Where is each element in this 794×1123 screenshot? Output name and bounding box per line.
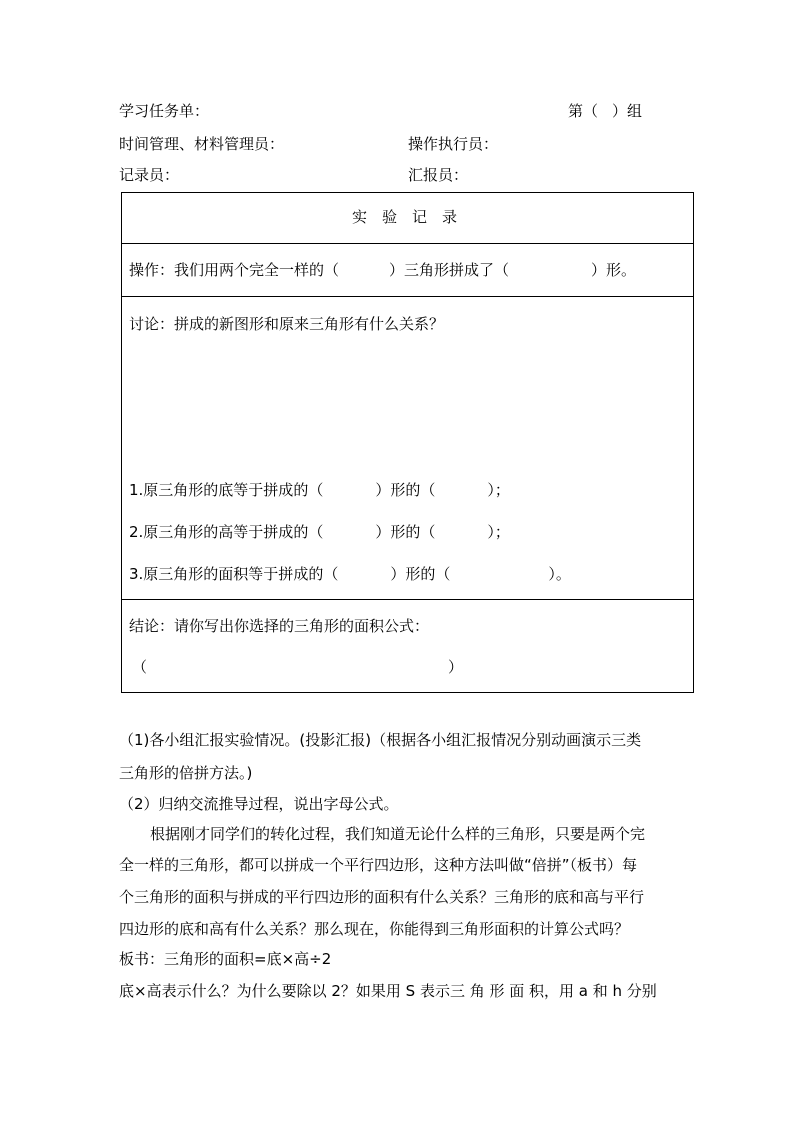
task-sheet-label: 学习任务单： — [119, 102, 210, 120]
board-formula: 板书：三角形的面积=底×高÷2 — [119, 950, 332, 968]
table-divider-1 — [121, 243, 693, 244]
conclusion-open-paren: （ — [132, 658, 148, 676]
conclusion-answer-blank[interactable] — [150, 655, 446, 677]
paragraph-line-1: 根据刚才同学们的转化过程，我们知道无论什么样的三角形，只要是两个完 — [150, 825, 646, 843]
operation-text-2: ）三角形拼成了（ — [389, 261, 510, 279]
operator-label: 操作执行员： — [408, 135, 499, 153]
table-border-left — [121, 192, 122, 693]
discussion-question: 讨论：拼成的新图形和原来三角形有什么关系？ — [129, 315, 445, 333]
table-border-right — [693, 192, 694, 693]
paragraph-line-2: 全一样的三角形，都可以拼成一个平行四边形，这种方法叫做“倍拼”（板书）每 — [119, 856, 638, 874]
body-last-line: 底×高表示什么？为什么要除以 2？如果用 S 表示三 角 形 面 积，用 a 和 h 分别 — [119, 982, 657, 1000]
item-2-text-3: ）； — [487, 523, 510, 541]
recorder-label: 记录员： — [119, 166, 180, 184]
item-1-text: 1.原三角形的底等于拼成的（ — [129, 481, 324, 499]
item-3-text-3: ）。 — [548, 565, 571, 583]
body-line-2: 三角形的倍拼方法。) — [119, 764, 253, 782]
conclusion-close-paren: ） — [448, 658, 464, 676]
operation-text-1: 操作：我们用两个完全一样的（ — [129, 261, 340, 279]
paragraph-line-4: 四边形的底和高有什么关系？那么现在，你能得到三角形面积的计算公式吗？ — [119, 920, 630, 938]
table-border-top — [121, 192, 693, 193]
conclusion-label: 结论：请你写出你选择的三角形的面积公式： — [129, 617, 430, 635]
operation-row — [129, 263, 636, 278]
body-line-3: （2）归纳交流推导过程，说出字母公式。 — [119, 795, 399, 813]
item-3-text-2: ）形的（ — [390, 565, 451, 583]
group-number-field[interactable] — [568, 104, 642, 119]
table-title: 实 验 记 录 — [352, 208, 458, 226]
item-3-text: 3.原三角形的面积等于拼成的（ — [129, 565, 339, 583]
item-2-text: 2.原三角形的高等于拼成的（ — [129, 523, 324, 541]
group-suffix: ）组 — [612, 102, 643, 120]
body-line-1: （1)各小组汇报实验情况。(投影汇报)（根据各小组汇报情况分别动画演示三类 — [119, 731, 642, 749]
reporter-label: 汇报员： — [408, 166, 469, 184]
item-1-text-2: ）形的（ — [375, 481, 436, 499]
table-divider-3 — [121, 599, 693, 600]
group-prefix: 第（ — [568, 102, 599, 120]
paragraph-line-3: 个三角形的面积与拼成的平行四边形的面积有什么关系？三角形的底和高与平行 — [119, 888, 645, 906]
item-1-text-3: ）； — [487, 481, 510, 499]
list-item — [129, 525, 510, 540]
table-divider-2 — [121, 296, 693, 297]
item-2-text-2: ）形的（ — [375, 523, 436, 541]
list-item — [129, 483, 510, 498]
table-border-bottom — [121, 692, 694, 693]
time-material-label: 时间管理、材料管理员： — [119, 135, 285, 153]
operation-text-3: ）形。 — [591, 261, 637, 279]
list-item — [129, 567, 571, 582]
